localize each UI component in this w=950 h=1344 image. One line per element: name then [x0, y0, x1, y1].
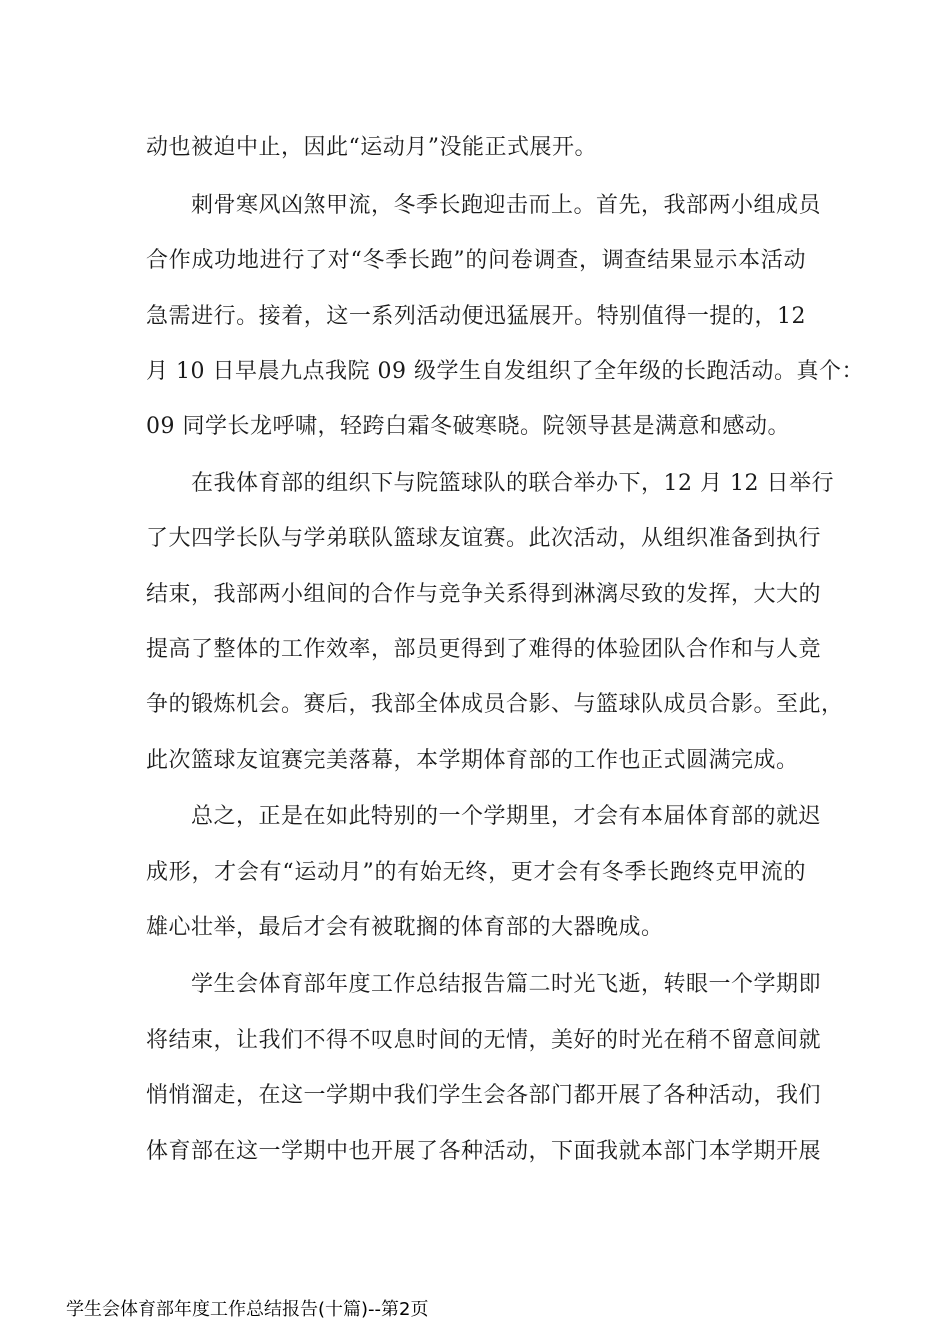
paragraph-line: 此次篮球友谊赛完美落幕，本学期体育部的工作也正式圆满完成。: [146, 748, 799, 773]
paragraph-line: 动也被迫中止，因此“运动月”没能正式展开。: [146, 135, 597, 160]
page-footer: 学生会体育部年度工作总结报告(十篇)--第2页: [66, 1299, 429, 1320]
paragraph-line: 刺骨寒风凶煞甲流，冬季长跑迎击而上。首先，我部两小组成员: [191, 193, 822, 218]
paragraph-line: 悄悄溜走，在这一学期中我们学生会各部门都开展了各种活动，我们: [146, 1083, 822, 1108]
paragraph-line: 雄心壮举，最后才会有被耽搁的体育部的大器晚成。: [146, 915, 664, 940]
paragraph-line: 将结束，让我们不得不叹息时间的无情，美好的时光在稍不留意间就: [146, 1028, 822, 1053]
paragraph-line: 结束，我部两小组间的合作与竞争关系得到淋漓尽致的发挥，大大的: [146, 582, 822, 607]
paragraph-line: 体育部在这一学期中也开展了各种活动，下面我就本部门本学期开展: [146, 1139, 822, 1164]
paragraph-line: 月 10 日早晨九点我院 09 级学生自发组织了全年级的长跑活动。真个：: [146, 359, 864, 384]
paragraph-line: 总之，正是在如此特别的一个学期里，才会有本届体育部的就迟: [191, 804, 822, 829]
paragraph-line: 争的锻炼机会。赛后，我部全体成员合影、与篮球队成员合影。至此，: [146, 692, 844, 717]
paragraph-line: 合作成功地进行了对“冬季长跑”的问卷调查，调查结果显示本活动: [146, 248, 806, 273]
paragraph-line: 学生会体育部年度工作总结报告篇二时光飞逝，转眼一个学期即: [191, 972, 822, 997]
paragraph-line: 急需进行。接着，这一系列活动便迅猛展开。特别值得一提的，12: [146, 304, 806, 329]
paragraph-line: 了大四学长队与学弟联队篮球友谊赛。此次活动，从组织准备到执行: [146, 526, 822, 551]
paragraph-line: 成形，才会有“运动月”的有始无终，更才会有冬季长跑终克甲流的: [146, 860, 806, 885]
paragraph-line: 09 同学长龙呼啸，轻跨白霜冬破寒晓。院领导甚是满意和感动。: [146, 414, 790, 439]
paragraph-line: 在我体育部的组织下与院篮球队的联合举办下，12 月 12 日举行: [191, 471, 834, 496]
paragraph-line: 提高了整体的工作效率，部员更得到了难得的体验团队合作和与人竞: [146, 637, 822, 662]
